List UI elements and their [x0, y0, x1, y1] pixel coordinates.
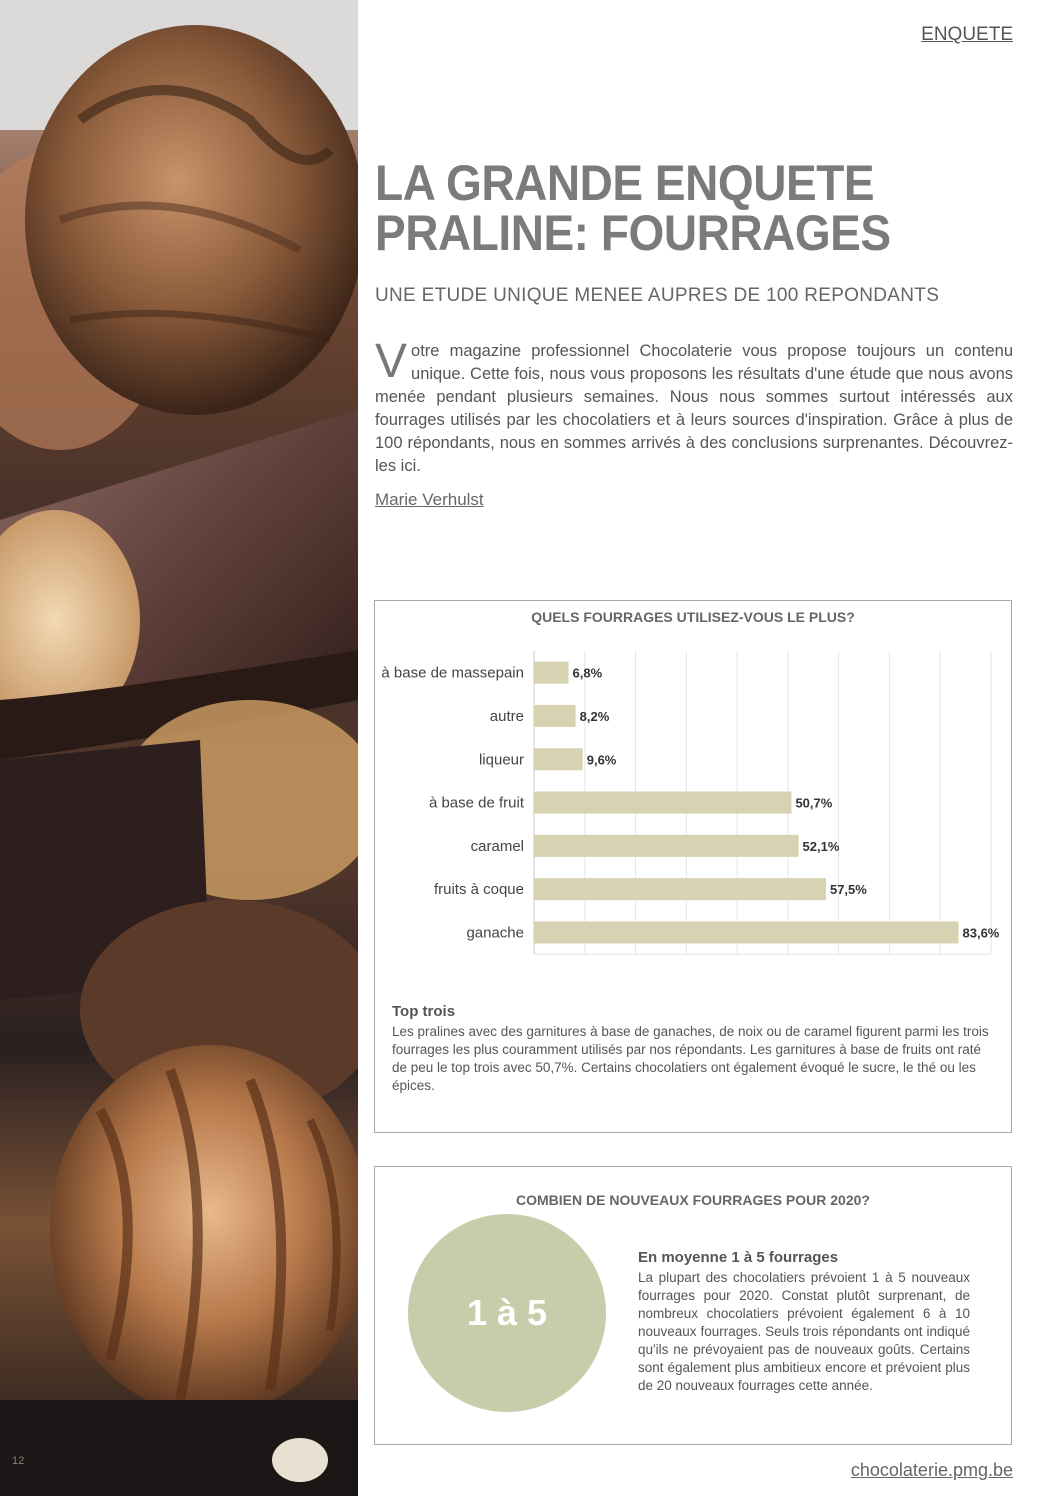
category-label: liqueur [478, 751, 524, 769]
title-line-1: LA GRANDE ENQUETE [375, 155, 875, 211]
category-label: caramel [470, 837, 524, 855]
bar [534, 705, 576, 727]
hazelnut-illustration [0, 0, 358, 1496]
bar [534, 662, 569, 684]
circle-value: 1 à 5 [466, 1292, 548, 1333]
dropcap: V [375, 335, 408, 388]
category-label: à base de fruit [428, 794, 524, 812]
fillings-bar-chart [375, 641, 1011, 1021]
new-fillings-title: COMBIEN DE NOUVEAUX FOURRAGES POUR 2020? [516, 1192, 870, 1208]
new-fillings-text: La plupart des chocolatiers prévoient 1 à 5 nouveaux fourrages pour 2020. Constat plutôt surprenant, de nombreux chocolatiers prévoient également 6 à 10 nouveaux fourrages. Seuls trois répondants ont indiqué qu'ils ne prévoyaient pas de nouveaux goûts. Certains sont également plus ambitieux encore et prévoient plus de 20 nouveaux fourrages cette année. [638, 1270, 970, 1393]
data-label: 83,6% [962, 925, 1000, 941]
bar [534, 748, 583, 770]
category-label: autre [489, 707, 524, 725]
category-label: ganache [466, 924, 524, 942]
category-label: fruits à coque [433, 881, 524, 899]
page-title [375, 155, 964, 261]
category-label: à base de massepain [381, 664, 524, 682]
data-label: 50,7% [795, 795, 833, 811]
data-label: 6,8% [572, 665, 603, 681]
data-label: 57,5% [829, 882, 867, 898]
bar [534, 835, 799, 857]
data-label: 8,2% [579, 708, 610, 724]
subtitle: UNE ETUDE UNIQUE MENEE AUPRES DE 100 REPONDANTS [375, 285, 940, 306]
author-link[interactable]: Marie Verhulst [375, 490, 484, 509]
bar [534, 792, 791, 814]
chart-bars [381, 662, 999, 944]
bar [534, 921, 959, 943]
hazelnut-photo [0, 0, 358, 1496]
website-link[interactable]: chocolaterie.pmg.be [850, 1460, 1013, 1480]
intro-paragraph [375, 335, 1013, 478]
data-label: 9,6% [586, 752, 617, 768]
top-trois-heading: Top trois [392, 1003, 456, 1020]
data-label: 52,1% [802, 838, 840, 854]
title-line-2: PRALINE: FOURRAGES [375, 205, 891, 261]
section-tag[interactable]: ENQUETE [921, 24, 1013, 45]
chart-title: QUELS FOURRAGES UTILISEZ-VOUS LE PLUS? [531, 609, 855, 625]
page-number: 12 [12, 1455, 25, 1467]
top-trois-text: Les pralines avec des garnitures à base de ganaches, de noix ou de caramel figurent parmi les trois fourrages les plus couramment utilisés par nos répondants. Les garnitures à base de fruits ont raté de peu le top trois avec 50,7%. Certains chocolatiers ont également évoqué le sucre, le thé ou les épices. [392, 1024, 989, 1093]
average-circle [408, 1214, 606, 1412]
new-fillings-heading: En moyenne 1 à 5 fourrages [638, 1249, 839, 1266]
intro-text: otre magazine professionnel Chocolaterie vous propose toujours un contenu unique. Cette fois, nous vous proposons les résultats d'une étude que nous avons menée pendant plusieurs semaines. Nous nous sommes surtout intéressés aux fourrages utilisés par les chocolatiers et à leurs sources d'inspiration. Grâce à plus de 100 répondants, nous en sommes arrivés à des conclusions surprenantes. Découvrez-les ici. [375, 342, 1013, 475]
bar [534, 878, 826, 900]
